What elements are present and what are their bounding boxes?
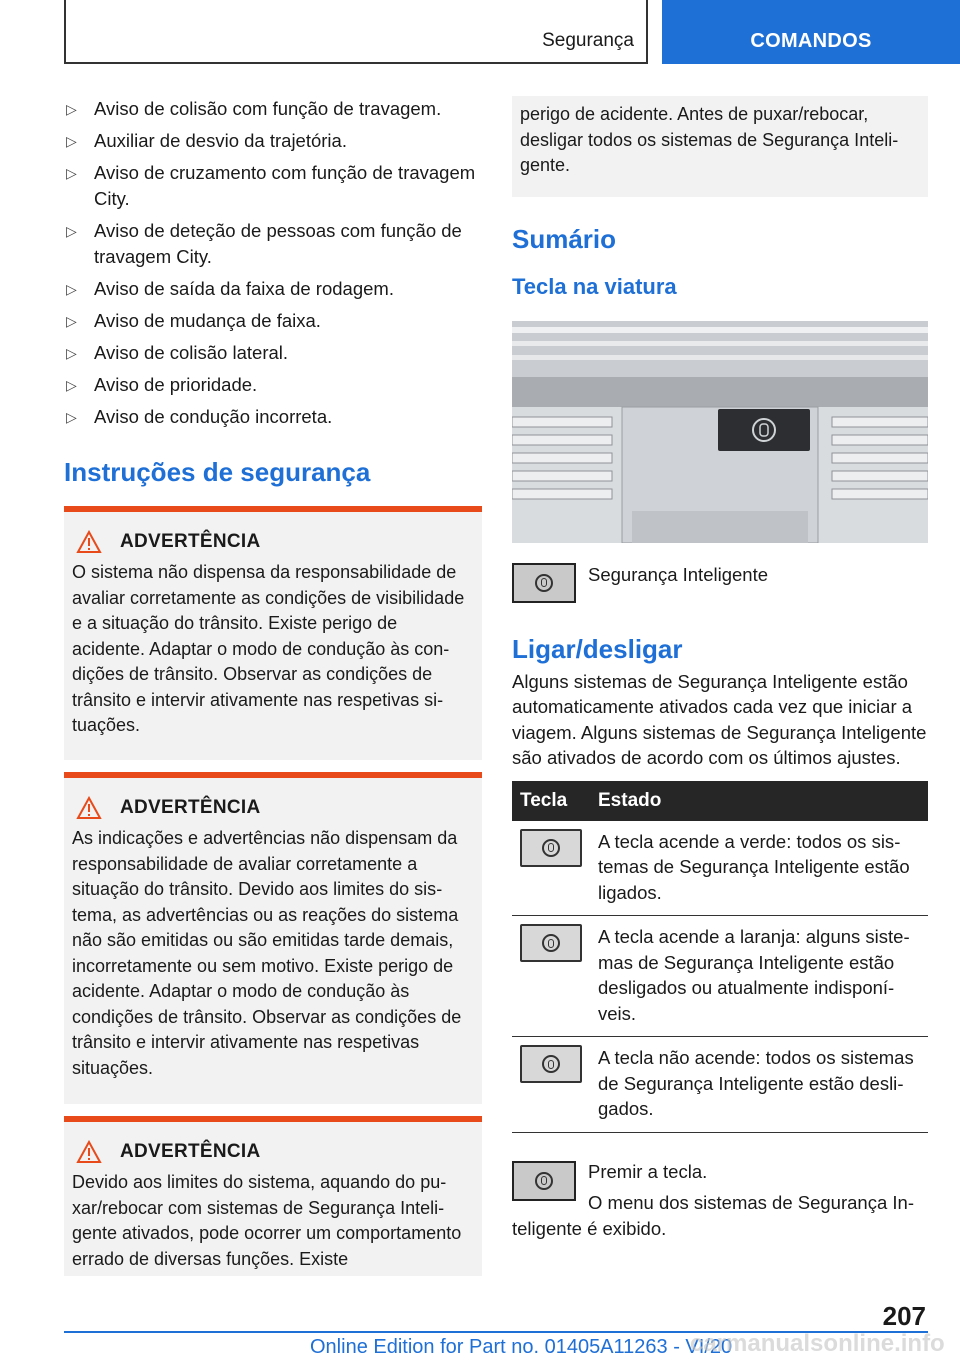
warning-box bbox=[64, 1116, 482, 1276]
intelligent-safety-button[interactable] bbox=[512, 563, 576, 603]
key-label: Segurança Inteligente bbox=[588, 563, 768, 585]
watermark: carmanualsonline.info bbox=[690, 1330, 945, 1357]
warning-box bbox=[64, 772, 482, 1104]
safety-key-icon bbox=[520, 829, 582, 867]
warning-title: ADVERTÊNCIA bbox=[120, 1141, 261, 1162]
warning-title: ADVERTÊNCIA bbox=[120, 797, 261, 818]
table-cell-state: A tecla não acende: todos os sistemas de Segurança Inteligente estão desligados. bbox=[590, 1037, 928, 1133]
list-item: ▷ Aviso de cruzamento com função de travagem City. bbox=[66, 162, 476, 209]
warning-text: O sistema não dispensa da responsabilidade de avaliar corretamente as condições de visibilidade e a situação do trânsito. Existe perigo de acidente. Adaptar o modo de condução às condições de trânsito. Observar as condições de trânsito e intervir ativamente nas respetivas situações. bbox=[72, 562, 465, 735]
summary-heading: Sumário bbox=[512, 223, 617, 254]
edition-info: Online Edition for Part no. 01405A11263 - VI/20 bbox=[310, 1336, 733, 1358]
list-item: ▷ Auxiliar de desvio da trajetória. bbox=[64, 128, 482, 154]
list-item: ▷ Aviso de saída da faixa de rodagem. bbox=[64, 276, 482, 302]
warning-continuation-text: perigo de acidente. Antes de puxar/rebocar, desligar todos os sistemas de Segurança Inteligente. bbox=[520, 104, 899, 175]
warning-triangle-icon bbox=[76, 796, 102, 820]
table-header-key: Tecla bbox=[512, 781, 590, 821]
key-legend bbox=[512, 563, 928, 603]
onoff-heading: Ligar/desligar bbox=[512, 633, 683, 664]
status-table bbox=[512, 781, 928, 1133]
table-row bbox=[512, 916, 928, 1037]
warning-triangle-icon bbox=[76, 1140, 102, 1164]
safety-icon bbox=[535, 574, 553, 592]
triangle-bullet-icon: ▷ bbox=[66, 165, 77, 181]
button-heading: Tecla na viatura bbox=[512, 273, 677, 299]
feature-list bbox=[64, 96, 482, 430]
safety-key-icon bbox=[520, 924, 582, 962]
vehicle-button-photo bbox=[512, 321, 928, 543]
triangle-bullet-icon: ▷ bbox=[66, 409, 77, 425]
triangle-bullet-icon: ▷ bbox=[66, 281, 77, 297]
page-number: 207 bbox=[882, 1301, 926, 1331]
right-column bbox=[512, 96, 928, 1241]
table-row bbox=[512, 1037, 928, 1133]
list-item: ▷ Aviso de colisão com função de travagem. bbox=[64, 96, 482, 122]
triangle-bullet-icon: ▷ bbox=[66, 377, 77, 393]
triangle-bullet-icon: ▷ bbox=[66, 313, 77, 329]
press-step: Premir a tecla. bbox=[588, 1160, 708, 1182]
press-result: O menu dos sistemas de Segurança Inteligente é exibido. bbox=[512, 1192, 914, 1239]
warning-text: Devido aos limites do sistema, aquando do puxar/rebocar com sistemas de Segurança Inteligente ativados, pode ocorrer um comportamento errado de diversas funções. Existe bbox=[72, 1172, 462, 1269]
warning-continuation bbox=[512, 96, 928, 197]
triangle-bullet-icon: ▷ bbox=[66, 101, 77, 117]
table-header-state: Estado bbox=[590, 781, 928, 821]
left-column bbox=[64, 96, 482, 1276]
chapter-tab[interactable]: COMANDOS bbox=[662, 0, 960, 64]
table-row bbox=[512, 821, 928, 916]
warning-text: As indicações e advertências não dispensam da responsabilidade de avaliar corretamente a situação do trânsito. Devido aos limites do sistema, as advertências ou as reações do sistema não são emitidas ou são emitidas tarde demais, incorretamente ou sem motivo. Existe perigo de acidente. Adaptar o modo de condução às condições de trânsito. Observar as condições de trânsito e intervir ativamente nas respetivas situações. bbox=[72, 828, 462, 1078]
list-item: ▷ Aviso de mudança de faixa. bbox=[64, 308, 482, 334]
warning-box bbox=[64, 506, 482, 760]
triangle-bullet-icon: ▷ bbox=[66, 345, 77, 361]
press-instruction bbox=[512, 1159, 928, 1242]
triangle-bullet-icon: ▷ bbox=[66, 133, 77, 149]
table-cell-state: A tecla acende a laranja: alguns sistemas de Segurança Inteligente estão desligados ou atualmente indisponíveis. bbox=[590, 916, 928, 1037]
warning-title: ADVERTÊNCIA bbox=[120, 531, 261, 552]
triangle-bullet-icon: ▷ bbox=[66, 223, 77, 239]
safety-key-icon bbox=[520, 1045, 582, 1083]
section-title: Segurança bbox=[542, 30, 634, 51]
list-item: ▷ Aviso de colisão lateral. bbox=[64, 340, 482, 366]
intelligent-safety-button[interactable] bbox=[512, 1161, 576, 1201]
list-item: ▷ Aviso de prioridade. bbox=[64, 372, 482, 398]
list-item: ▷ Aviso de deteção de pessoas com função de travagem City. bbox=[66, 220, 462, 267]
safety-heading: Instruções de segurança bbox=[64, 457, 371, 487]
safety-icon bbox=[535, 1172, 553, 1190]
table-cell-state: A tecla acende a verde: todos os sistemas de Segurança Inteligente estão ligados. bbox=[590, 821, 928, 916]
onoff-text: Alguns sistemas de Segurança Inteligente estão automaticamente ativados cada vez que iniciar a viagem. Alguns sistemas de Segurança Inteligente são ativados de acordo com os últimos ajustes. bbox=[512, 670, 927, 768]
warning-triangle-icon bbox=[76, 530, 102, 554]
header-box bbox=[64, 0, 648, 64]
list-item: ▷ Aviso de condução incorreta. bbox=[64, 404, 482, 430]
